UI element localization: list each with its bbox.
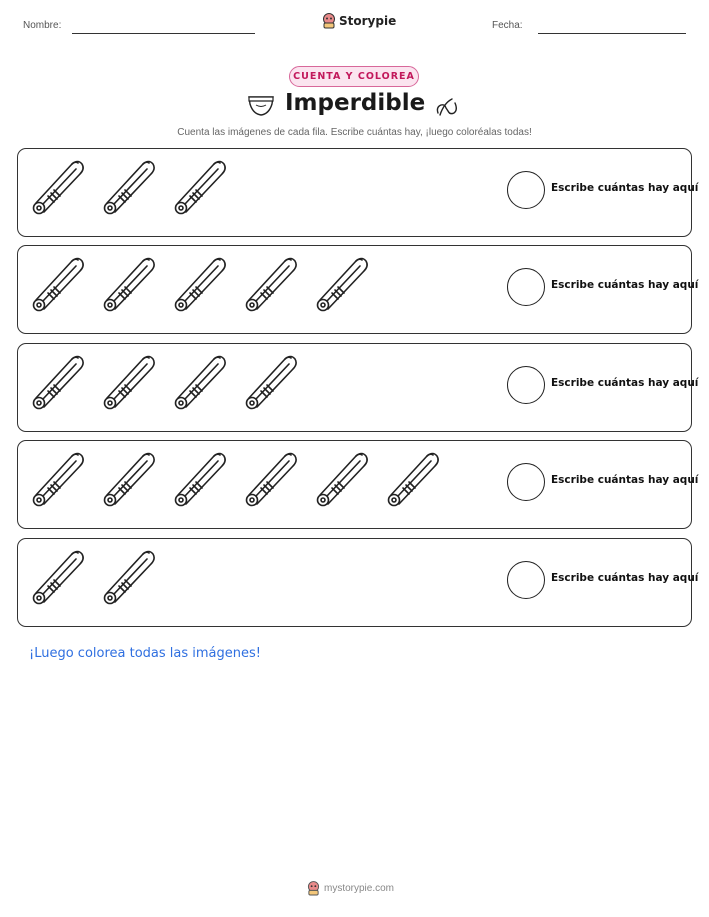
pin-group [28, 255, 374, 317]
name-field[interactable] [72, 33, 255, 34]
safety-pin-icon [241, 450, 303, 512]
count-row [17, 148, 699, 237]
date-label: Fecha: [492, 20, 523, 31]
diaper-icon [247, 94, 275, 118]
safety-pin-icon [241, 255, 303, 317]
safety-pin-small-icon [434, 95, 460, 119]
safety-pin-icon [99, 158, 161, 220]
answer-circle[interactable] [507, 171, 545, 209]
safety-pin-icon [28, 353, 90, 415]
safety-pin-icon [170, 450, 232, 512]
safety-pin-icon [99, 255, 161, 317]
answer-label: Escribe cuántas hay aquí [551, 182, 699, 194]
safety-pin-icon [99, 450, 161, 512]
name-label: Nombre: [23, 20, 62, 31]
safety-pin-icon [170, 158, 232, 220]
pin-group [28, 353, 303, 415]
safety-pin-icon [28, 548, 90, 610]
pin-group [28, 450, 445, 512]
safety-pin-icon [312, 255, 374, 317]
count-row [17, 538, 699, 627]
footer-brand [307, 881, 394, 896]
brand-name: Storypie [339, 14, 397, 28]
safety-pin-icon [241, 353, 303, 415]
answer-label: Escribe cuántas hay aquí [551, 474, 699, 486]
date-field[interactable] [538, 33, 686, 34]
color-instruction: ¡Luego colorea todas las imágenes! [29, 646, 261, 661]
answer-circle[interactable] [507, 366, 545, 404]
safety-pin-icon [170, 255, 232, 317]
page-title: Imperdible [285, 90, 426, 116]
safety-pin-icon [99, 353, 161, 415]
footer-site: mystorypie.com [324, 883, 395, 894]
safety-pin-icon [312, 450, 374, 512]
storypie-logo-icon [322, 13, 336, 29]
storypie-logo-icon [307, 881, 320, 896]
safety-pin-icon [170, 353, 232, 415]
safety-pin-icon [28, 450, 90, 512]
answer-label: Escribe cuántas hay aquí [551, 377, 699, 389]
brand-logo [322, 13, 396, 29]
count-row [17, 343, 699, 432]
safety-pin-icon [28, 158, 90, 220]
safety-pin-icon [28, 255, 90, 317]
count-row [17, 245, 699, 334]
instructions: Cuenta las imágenes de cada fila. Escribe cuántas hay, ¡luego coloréalas todas! [177, 127, 532, 138]
answer-circle[interactable] [507, 463, 545, 501]
activity-badge: CUENTA Y COLOREA [289, 66, 419, 87]
answer-label: Escribe cuántas hay aquí [551, 572, 699, 584]
count-row [17, 440, 699, 529]
answer-label: Escribe cuántas hay aquí [551, 279, 699, 291]
safety-pin-icon [383, 450, 445, 512]
safety-pin-icon [99, 548, 161, 610]
answer-circle[interactable] [507, 561, 545, 599]
answer-circle[interactable] [507, 268, 545, 306]
pin-group [28, 158, 232, 220]
pin-group [28, 548, 161, 610]
